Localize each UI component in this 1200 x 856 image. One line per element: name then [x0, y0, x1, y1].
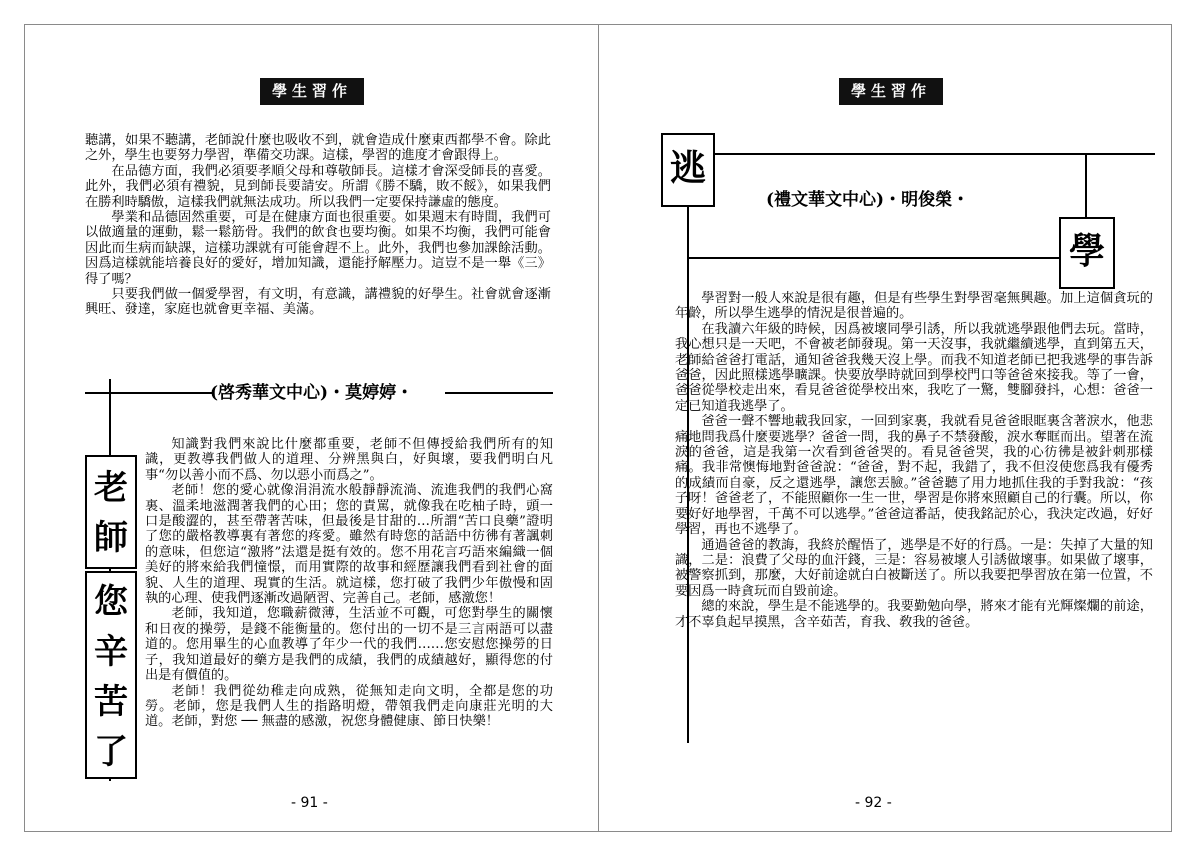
title-char: 了 — [94, 732, 128, 772]
page-number: - 92 - — [855, 795, 892, 811]
title-rule-bottom — [687, 257, 1061, 259]
title-char: 辛 — [94, 632, 128, 672]
left-page — [24, 24, 598, 832]
paragraph: 知識對我們來說比什麼都重要，老師不但傳授給我們所有的知識，更教導我們做人的道理、分辨黑與白，好與壞，要我們明白凡事“勿以善小而不爲、勿以惡小而爲之”。 — [145, 437, 553, 483]
paragraph: 老師！您的愛心就像涓涓流水般靜靜流淌、流進我們的我們心窩裏、溫柔地滋潤著我們的心田；您的責罵，就像我在吃柚子時，頭一口是酸澀的，甚至帶著苦味，但最後是甘甜的…所謂“苦口良藥”證明了您的嚴格教導裏有著您的疼愛。雖然有時您的話語中彷彿有著諷刺的意味，但您這“激將”法還是挺有效的。您不用花言巧語來編織一個美好的將來給我們憧憬，而用實際的故事和經歷讓我們看到社會的面貌、人生的道理、現實的生活。就這樣，您打破了我們少年傲慢和固執的心理、使我們逐漸改過陋習、完善自己。老師，感激您！ — [145, 483, 553, 607]
article-body — [675, 291, 1153, 630]
title-char: 苦 — [94, 682, 128, 722]
paragraph: 只要我們做一個愛學習，有文明，有意識，講禮貌的好學生。社會就會逐漸興旺、發達，家庭也就會更幸福、美滿。 — [85, 287, 551, 318]
paragraph: 通過爸爸的教誨，我終於醒悟了，逃學是不好的行爲。一是：失掉了大量的知識，二是：浪費了父母的血汗錢，三是：容易被壞人引誘做壞事。如果做了壞事，被警察抓到，那麼，大好前途就白白被斷送了。所以我要把學習放在第一位置，不要因爲一時貪玩而自毀前途。 — [675, 537, 1153, 599]
essay-continuation — [85, 133, 551, 318]
title-char: 您 — [94, 582, 128, 622]
article-title-box-2 — [1059, 217, 1115, 289]
author-byline: (啓秀華文中心)・莫婷婷・ — [210, 383, 414, 403]
title-char: 師 — [94, 518, 128, 558]
paragraph: 學業和品德固然重要，可是在健康方面也很重要。如果週末有時間，我們可以做適量的運動，鬆一鬆筋骨。我們的飲食也要均衡。如果不均衡，我們可能會因此而生病而缺課，這樣功課就有可能會趕不上。此外，我們也參加課餘活動。因爲這樣就能培養良好的愛好，增加知識，還能抒解壓力。這豈不是一舉《三》得了嗎？ — [85, 210, 551, 287]
title-char: 老 — [94, 468, 128, 508]
paragraph: 老師！我們從幼稚走向成熟，從無知走向文明，全都是您的功勞。老師，您是我們人生的指路明燈，帶領我們走向康莊光明的大道。老師，對您 ── 無盡的感激，祝您身體健康、節日快樂！ — [145, 683, 553, 730]
paragraph: 聽講，如果不聽講，老師說什麼也吸收不到，就會造成什麼東西都學不會。除此之外，學生也要努力學習，準備交功課。這樣，學習的進度才會跟得上。 — [85, 133, 551, 164]
article-body — [121, 437, 553, 730]
section-header-badge: 學生習作 — [839, 78, 943, 105]
title-rule-top — [85, 392, 213, 394]
article-title-box-1 — [661, 133, 715, 207]
paragraph: 在品德方面，我們必須要孝順父母和尊敬師長。這樣才會深受師長的喜愛。此外，我們必須有禮貌，見到師長要請安。所謂《勝不驕，敗不餒》，如果我們在勝利時驕傲，這樣我們就無法成功。所以我們一定要保持謙虛的態度。 — [85, 163, 551, 210]
title-char: 逃 — [669, 147, 706, 189]
section-header-badge: 學生習作 — [260, 78, 364, 105]
author-byline: (禮文華文中心)・明俊榮・ — [766, 190, 970, 210]
paragraph: 總的來說，學生是不能逃學的。我要勤勉向學，將來才能有光輝燦爛的前途，才不辜負起早摸黑，含辛茹苦，育我、敎我的爸爸。 — [675, 599, 1153, 630]
title-char: 學 — [1068, 230, 1105, 272]
title-rule-right — [1085, 155, 1087, 217]
title-rule-top — [715, 153, 1155, 155]
paragraph: 在我讀六年級的時候，因爲被壞同學引誘，所以我就逃學跟他們去玩。當時，我心想只是一天吧，不會被老師發現。第一天沒事，我就繼續逃學，直到第五天，老師給爸爸打電話，通知爸爸我幾天沒上學。而我不知道老師已把我逃學的事告訴爸爸，因此照樣逃學曠課。快要放學時就回到學校門口等爸爸來接我。等了一會，爸爸從學校走出來，看見爸爸從學校出來，我吃了一驚，雙腳發抖，心想：爸爸一定已知道我逃學了。 — [675, 321, 1153, 414]
paragraph: 學習對一般人來說是很有趣，但是有些學生對學習毫無興趣。加上這個貪玩的年齡，所以學生逃學的情況是很普遍的。 — [675, 291, 1153, 322]
title-rule-top-right — [445, 392, 553, 394]
paragraph: 爸爸一聲不響地載我回家，一回到家裏，我就看見爸爸眼眶裏含著淚水，他悲痛地問我爲什麼要逃學？爸爸一問，我的鼻子不禁發酸，淚水奪眶而出。望著在流淚的爸爸，這是我第一次看到爸爸哭的。看見爸爸哭，我的心彷彿是被針刺那樣痛。我非常懊悔地對爸爸說：“爸爸，對不起，我錯了，我不但沒使您爲我有優秀的成績而自豪，反之還逃學，讓您丟臉。”爸爸聽了用力地抓住我的手對我說：“孩子呀！爸爸老了，不能照顧你一生一世，學習是你將來照顧自己的行囊。所以，你要好好地學習，千萬不可以逃學。”爸爸這番話，使我銘記於心，我決定改過，好好學習，再也不逃學了。 — [675, 414, 1153, 538]
paragraph: 老師，我知道，您職薪微薄，生活並不可觀，可您對學生的關懷和日夜的操勞，是錢不能衡量的。您付出的一切不是三言兩語可以盡道的。您用畢生的心血教導了年少一代的我們……您安慰您操勞的日子，我知道最好的藥方是我們的成績，我們的成績越好，顯得您的付出是有價值的。 — [145, 606, 553, 684]
page-number: - 91 - — [291, 795, 328, 811]
right-page — [598, 24, 1172, 832]
